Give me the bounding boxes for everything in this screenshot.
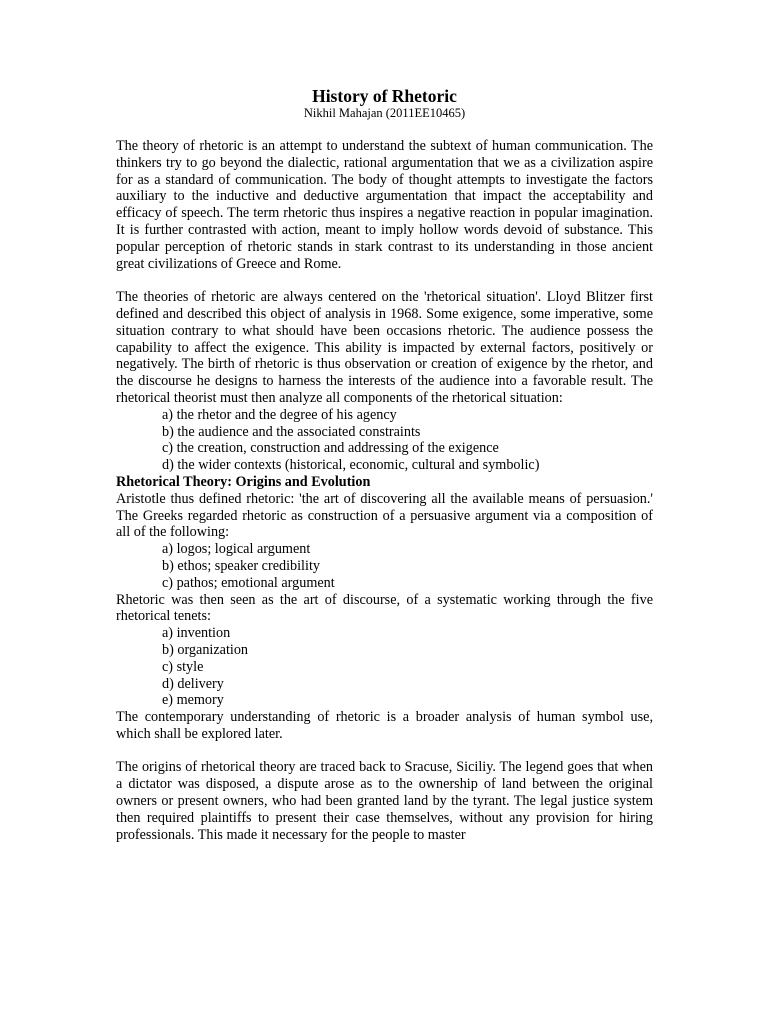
- list-item: e) memory: [162, 692, 224, 709]
- list-item: c) style: [162, 658, 204, 675]
- list-item: a) logos; logical argument: [162, 541, 311, 558]
- section-heading: Rhetorical Theory: Origins and Evolution: [116, 473, 371, 490]
- paragraph-origins: The origins of rhetorical theory are traced back to Sracuse, Siciliy. The legend goes that when a dictator was disposed, a dispute arose as to the ownership of land between the original owners or present owners, who had been granted land by the tyrant. The legal justice system then required plaintiffs to present their case themselves, without any provision for hiring professionals. This made it necessary for the people to master: [116, 759, 653, 843]
- paragraph-contemporary: The contemporary understanding of rhetoric is a broader analysis of human symbol use, which shall be explored later.: [116, 709, 653, 742]
- list-item: c) the creation, construction and addressing of the exigence: [162, 440, 499, 457]
- list-item: a) the rhetor and the degree of his agency: [162, 406, 397, 423]
- paragraph-intro: The theory of rhetoric is an attempt to understand the subtext of human communication. The thinkers try to go beyond the dialectic, rational argumentation that we as a civilization aspire for as a standard of communication. The body of thought attempts to investigate the factors auxiliary to the inductive and deductive argumentation that impact the acceptability and efficacy of speech. The term rhetoric thus inspires a negative reaction in popular imagination. It is further contrasted with action, meant to imply hollow words devoid of substance. This popular perception of rhetoric stands in stark contrast to its understanding in those ancient great civilizations of Greece and Rome.: [116, 138, 653, 272]
- list-item: b) organization: [162, 641, 249, 658]
- paragraph-rhetorical-situation: The theories of rhetoric are always centered on the 'rhetorical situation'. Lloyd Blitzer first defined and described this object of analysis in 1968. Some exigence, some imperative, some situation contrary to what should have been occasions rhetoric. The audience possess the capability to affect the exigence. This ability is impacted by external factors, positively or negatively. The birth of rhetoric is thus observation or creation of exigence by the rhetor, and the discourse he designs to harness the interests of the audience into a favorable result. The rhetorical theorist must then analyze all components of the rhetorical situation:: [116, 289, 653, 406]
- list-item: a) invention: [162, 625, 231, 642]
- document-body: [116, 86, 653, 843]
- list-persuasion-modes: [116, 541, 653, 591]
- list-rhetorical-components: [116, 407, 653, 474]
- paragraph-aristotle: Aristotle thus defined rhetoric: 'the art of discovering all the available means of persuasion.' The Greeks regarded rhetoric as construction of a persuasive argument via a composition of all of the following:: [116, 490, 653, 541]
- list-item: b) ethos; speaker credibility: [162, 557, 320, 574]
- paragraph-discourse: Rhetoric was then seen as the art of discourse, of a systematic working through the five rhetorical tenets:: [116, 591, 653, 625]
- list-item: c) pathos; emotional argument: [162, 574, 335, 591]
- document-title: History of Rhetoric: [312, 86, 457, 106]
- list-rhetorical-tenets: [116, 625, 653, 709]
- document-author: Nikhil Mahajan (2011EE10465): [303, 106, 466, 120]
- list-item: b) the audience and the associated constraints: [162, 423, 421, 440]
- list-item: d) delivery: [162, 675, 224, 692]
- list-item: d) the wider contexts (historical, economic, cultural and symbolic): [162, 457, 540, 474]
